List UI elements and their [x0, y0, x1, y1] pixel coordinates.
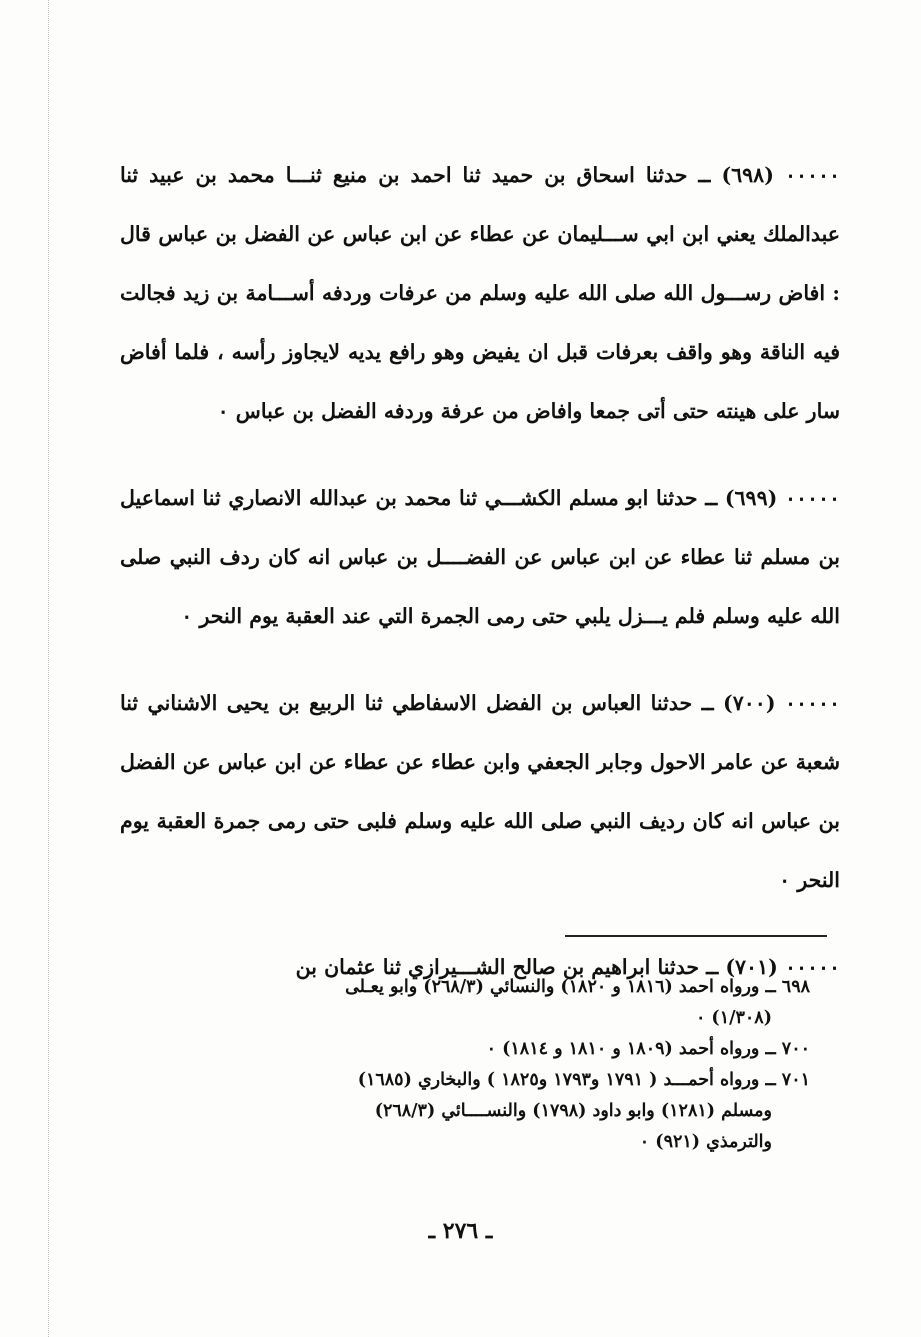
hadith-text: ٠٠٠٠٠ (٦٩٩) ــ حدثنا ابو مسلم الكشـــي ثنا محمد بن عبدالله الانصاري ثنا اسماعيل بن مسلم ثنا عطاء عن ابن عباس عن الفضــــل بن عباس انه كان ردف النبي صلى الله عليه وسلم فلم يـــزل يلبي حتى رمى الجمرة التي عند العقبة يوم النحر ٠ [120, 486, 840, 628]
footnote-line: ٦٩٨ ــ ورواه احمد (١٨١٦ و ١٨٢٠) والنسائي (٢٦٨/٣) وابو يعـلى [345, 977, 810, 997]
scan-binding-edge [48, 0, 49, 1337]
footnote-line: ٧٠٠ ــ ورواه أحمد (١٨٠٩ و ١٨١٠ و ١٨١٤) ٠ [486, 1039, 810, 1059]
footnote-line: ٧٠١ ــ ورواه أحمـــد ( ١٧٩١ و١٧٩٣ و١٨٢٥ ) والبخاري (١٦٨٥) [357, 1070, 810, 1090]
hadith-text: ٠٠٠٠٠ (٧٠١) ــ حدثنا ابراهيم بن صالح الشـــيرازي ثنا عثمان بن [295, 955, 840, 979]
footnotes [110, 972, 810, 1158]
footnote-line: (١/٣٠٨) ٠ [695, 1008, 772, 1028]
hadith-699 [120, 469, 840, 646]
page-number: ـ ٢٧٦ ـ [428, 1218, 493, 1244]
footnote-700 [110, 1034, 810, 1065]
hadith-700 [120, 674, 840, 910]
hadith-body [120, 146, 840, 1025]
footnote-701 [110, 1065, 810, 1158]
hadith-text: ٠٠٠٠٠ (٧٠٠) ــ حدثنا العباس بن الفضل الاسفاطي ثنا الربيع بن يحيى الاشناني ثنا شعبة عن عامر الاحول وجابر الجعفي وابن عطاء عن عطاء عن ابن عباس عن الفضل بن عباس انه كان رديف النبي صلى الله عليه وسلم فلبى حتى رمى جمرة العقبة يوم النحر ٠ [120, 691, 840, 892]
hadith-698 [120, 146, 840, 441]
footnote-698 [110, 972, 810, 1034]
footnote-line: ومسلم (١٢٨١) وابو داود (١٧٩٨) والنســــائي (٢٦٨/٣) [374, 1101, 772, 1121]
footnote-divider [565, 935, 827, 937]
hadith-text: ٠٠٠٠٠ (٦٩٨) ــ حدثنا اسحاق بن حميد ثنا احمد بن منيع ثنـــا محمد بن عبيد ثنا عبدالملك يعني ابن ابي ســـليمان عن عطاء عن ابن عباس عن الفضل بن عباس قال : افاض رســـول الله صلى الله عليه وسلم من عرفات وردفه أســـامة بن زيد فجالت فيه الناقة وهو واقف بعرفات قبل ان يفيض وهو رافع يديه لايجاوز رأسه ، فلما أفاض سار على هينته حتى أتى جمعا وافاض من عرفة وردفه الفضل بن عباس ٠ [120, 163, 840, 423]
footnote-line: والترمذي (٩٢١) ٠ [639, 1132, 772, 1152]
